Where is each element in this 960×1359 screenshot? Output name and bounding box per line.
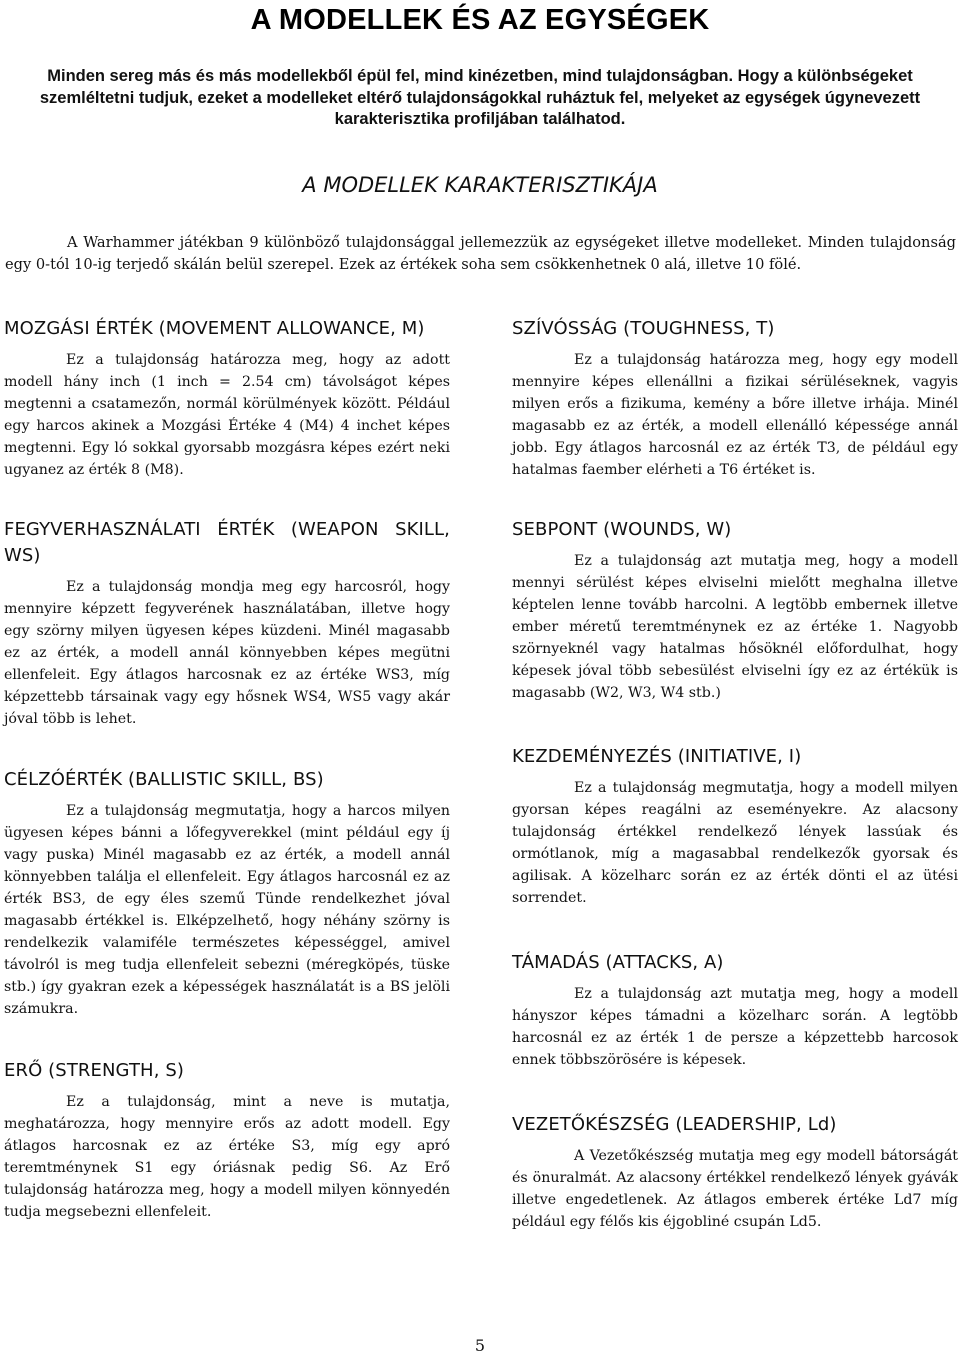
subtitle-paragraph: A Warhammer játékban 9 különböző tulajdonsággal jellemezzük az egységeket illetve modelleket. Minden tulajdonság egy 0-tól 10-ig terjedő skálán belül szerepel. Ezek az értékek soha sem csökkenhetnek 0 alá, illetve 10 fölé.	[5, 234, 956, 273]
section-attacks	[512, 950, 958, 1071]
section-body: Ez a tulajdonság megmutatja, hogy a modell milyen gyorsan képes reagálni az eseményekre. Az alacsony tulajdonság értékkel rendelkező lények lassúak és ormótlanok, míg a magasabbal rendelkezők gyorsak és agilisak. A közelharc során ez az érték dönti el az ütési sorrendet.	[512, 780, 958, 906]
section-heading: KEZDEMÉNYEZÉS (INITIATIVE, I)	[512, 746, 802, 767]
section-ballistic-skill	[4, 767, 450, 1020]
section-body: Ez a tulajdonság azt mutatja meg, hogy a modell hányszor képes támadni a közelharc során. A legtöbb harcosnál ez az érték 1 de persze a képzettebb harcosok ennek többszörösére is képesek.	[512, 986, 958, 1068]
section-weapon-skill	[4, 517, 450, 730]
section-movement	[4, 316, 450, 481]
page-title: A MODELLEK ÉS AZ EGYSÉGEK	[250, 4, 710, 36]
section-initiative	[512, 744, 958, 909]
section-body: A Vezetőkészség mutatja meg egy modell bátorságát és önuralmát. Az alacsony értékkel rendelkező lények gyávák illetve engedetlenek. Az átlagos emberek értéke Ld7 míg például egy félős kis éjgobliné csupán Ld5.	[512, 1148, 958, 1230]
section-heading: TÁMADÁS (ATTACKS, A)	[512, 952, 724, 973]
section-heading: ERŐ (STRENGTH, S)	[4, 1060, 184, 1081]
section-strength	[4, 1058, 450, 1223]
section-heading: SEBPONT (WOUNDS, W)	[512, 519, 732, 540]
section-leadership	[512, 1112, 958, 1233]
right-column	[512, 316, 958, 1233]
section-heading: FEGYVERHASZNÁLATI ÉRTÉK (WEAPON SKILL, WS)	[4, 519, 450, 566]
section-body: Ez a tulajdonság azt mutatja meg, hogy a modell mennyi sérülést képes elviselni mielőtt meghalna illetve képtelen lenne tovább harcolni. A legtöbb embernek illetve ember méretű teremtménynek ez az értéke 1. Nagyobb szörnyeknél vagy hatalmas hősöknél előfordulhat, hogy képesek jóval több sebesülést elviselni így ez az értékük is magasabb (W2, W3, W4 stb.)	[512, 553, 958, 701]
section-body: Ez a tulajdonság határozza meg, hogy az adott modell hány inch (1 inch = 2.54 cm) távolságot képes megtenni a csatamezőn, normál körülmények között. Például egy harcos akinek a Mozgási Értéke 4 (M4) 4 inchet képes megtenni. Egy ló sokkal gyorsabb mozgásra képes ezért neki ugyanez az érték 8 (M8).	[4, 352, 450, 478]
left-column	[4, 316, 450, 1223]
section-wounds	[512, 517, 958, 704]
section-heading: VEZETŐKÉSZSÉG (LEADERSHIP, Ld)	[512, 1114, 837, 1135]
section-subtitle: A MODELLEK KARAKTERISZTIKÁJA	[302, 173, 658, 197]
intro-paragraph: Minden sereg más és más modellekből épül fel, mind kinézetben, mind tulajdonságban. Hogy a különbségeket szemléltetni tudjuk, ezeket a modelleket eltérő tulajdonságokkal ruháztuk fel, melyeket az egységek úgynevezett karakterisztika profiljában találhatod.	[39, 67, 921, 128]
section-toughness	[512, 316, 958, 481]
section-body: Ez a tulajdonság határozza meg, hogy egy modell mennyire képes ellenállni a fizikai sérüléseknek, vagyis milyen erős a fizikuma, kemény a bőre illetve irhája. Minél magasabb ez az érték, a modell ellenálló képessége annál jobb. Egy átlagos harcosnál ez az érték T3, de például egy hatalmas faember elérheti a T6 értéket is.	[512, 352, 958, 478]
section-heading: CÉLZÓÉRTÉK (BALLISTIC SKILL, BS)	[4, 769, 324, 790]
page-number: 5	[474, 1336, 486, 1355]
section-heading: MOZGÁSI ÉRTÉK (MOVEMENT ALLOWANCE, M)	[4, 318, 425, 339]
section-body: Ez a tulajdonság megmutatja, hogy a harcos milyen ügyesen képes bánni a lőfegyverekkel (mint például egy íj vagy puska) Minél magasabb ez az érték, a modell annál könnyebben találja el ellenfeleit. Egy átlagos harcosnál ez az érték BS3, de egy éles szemű Tünde rendelkezhet jóval magasabb értékkel is. Elképzelhető, hogy néhány szörny is rendelkezik valamiféle természetes képességgel, amivel távolról is meg tudja ellenfeleit sebezni (méregköpés, tüske stb.) így gyakran ezek a képességek használatát is a BS jelöli számukra.	[4, 803, 450, 1017]
section-heading: SZÍVÓSSÁG (TOUGHNESS, T)	[512, 318, 775, 339]
section-body: Ez a tulajdonság mondja meg egy harcosról, hogy mennyire képzett fegyverének használatában, illetve hogy egy szörny milyen ügyesen képes küzdeni. Minél magasabb ez az érték, a modell annál könnyebben képes megütni ellenfeleit. Egy átlagos harcosnak ez az értéke WS3, míg képzettebb társainak vagy egy hősnek WS4, WS5 vagy akár jóval több is lehet.	[4, 579, 450, 727]
section-body: Ez a tulajdonság, mint a neve is mutatja, meghatározza, hogy mennyire erős az adott modell. Egy átlagos harcosnak ez az értéke S3, míg egy apró teremtménynek S1 egy óriásnak pedig S6. Az Erő tulajdonság határozza meg, hogy a modell milyen könnyedén tudja megsebezni ellenfeleit.	[4, 1094, 450, 1220]
